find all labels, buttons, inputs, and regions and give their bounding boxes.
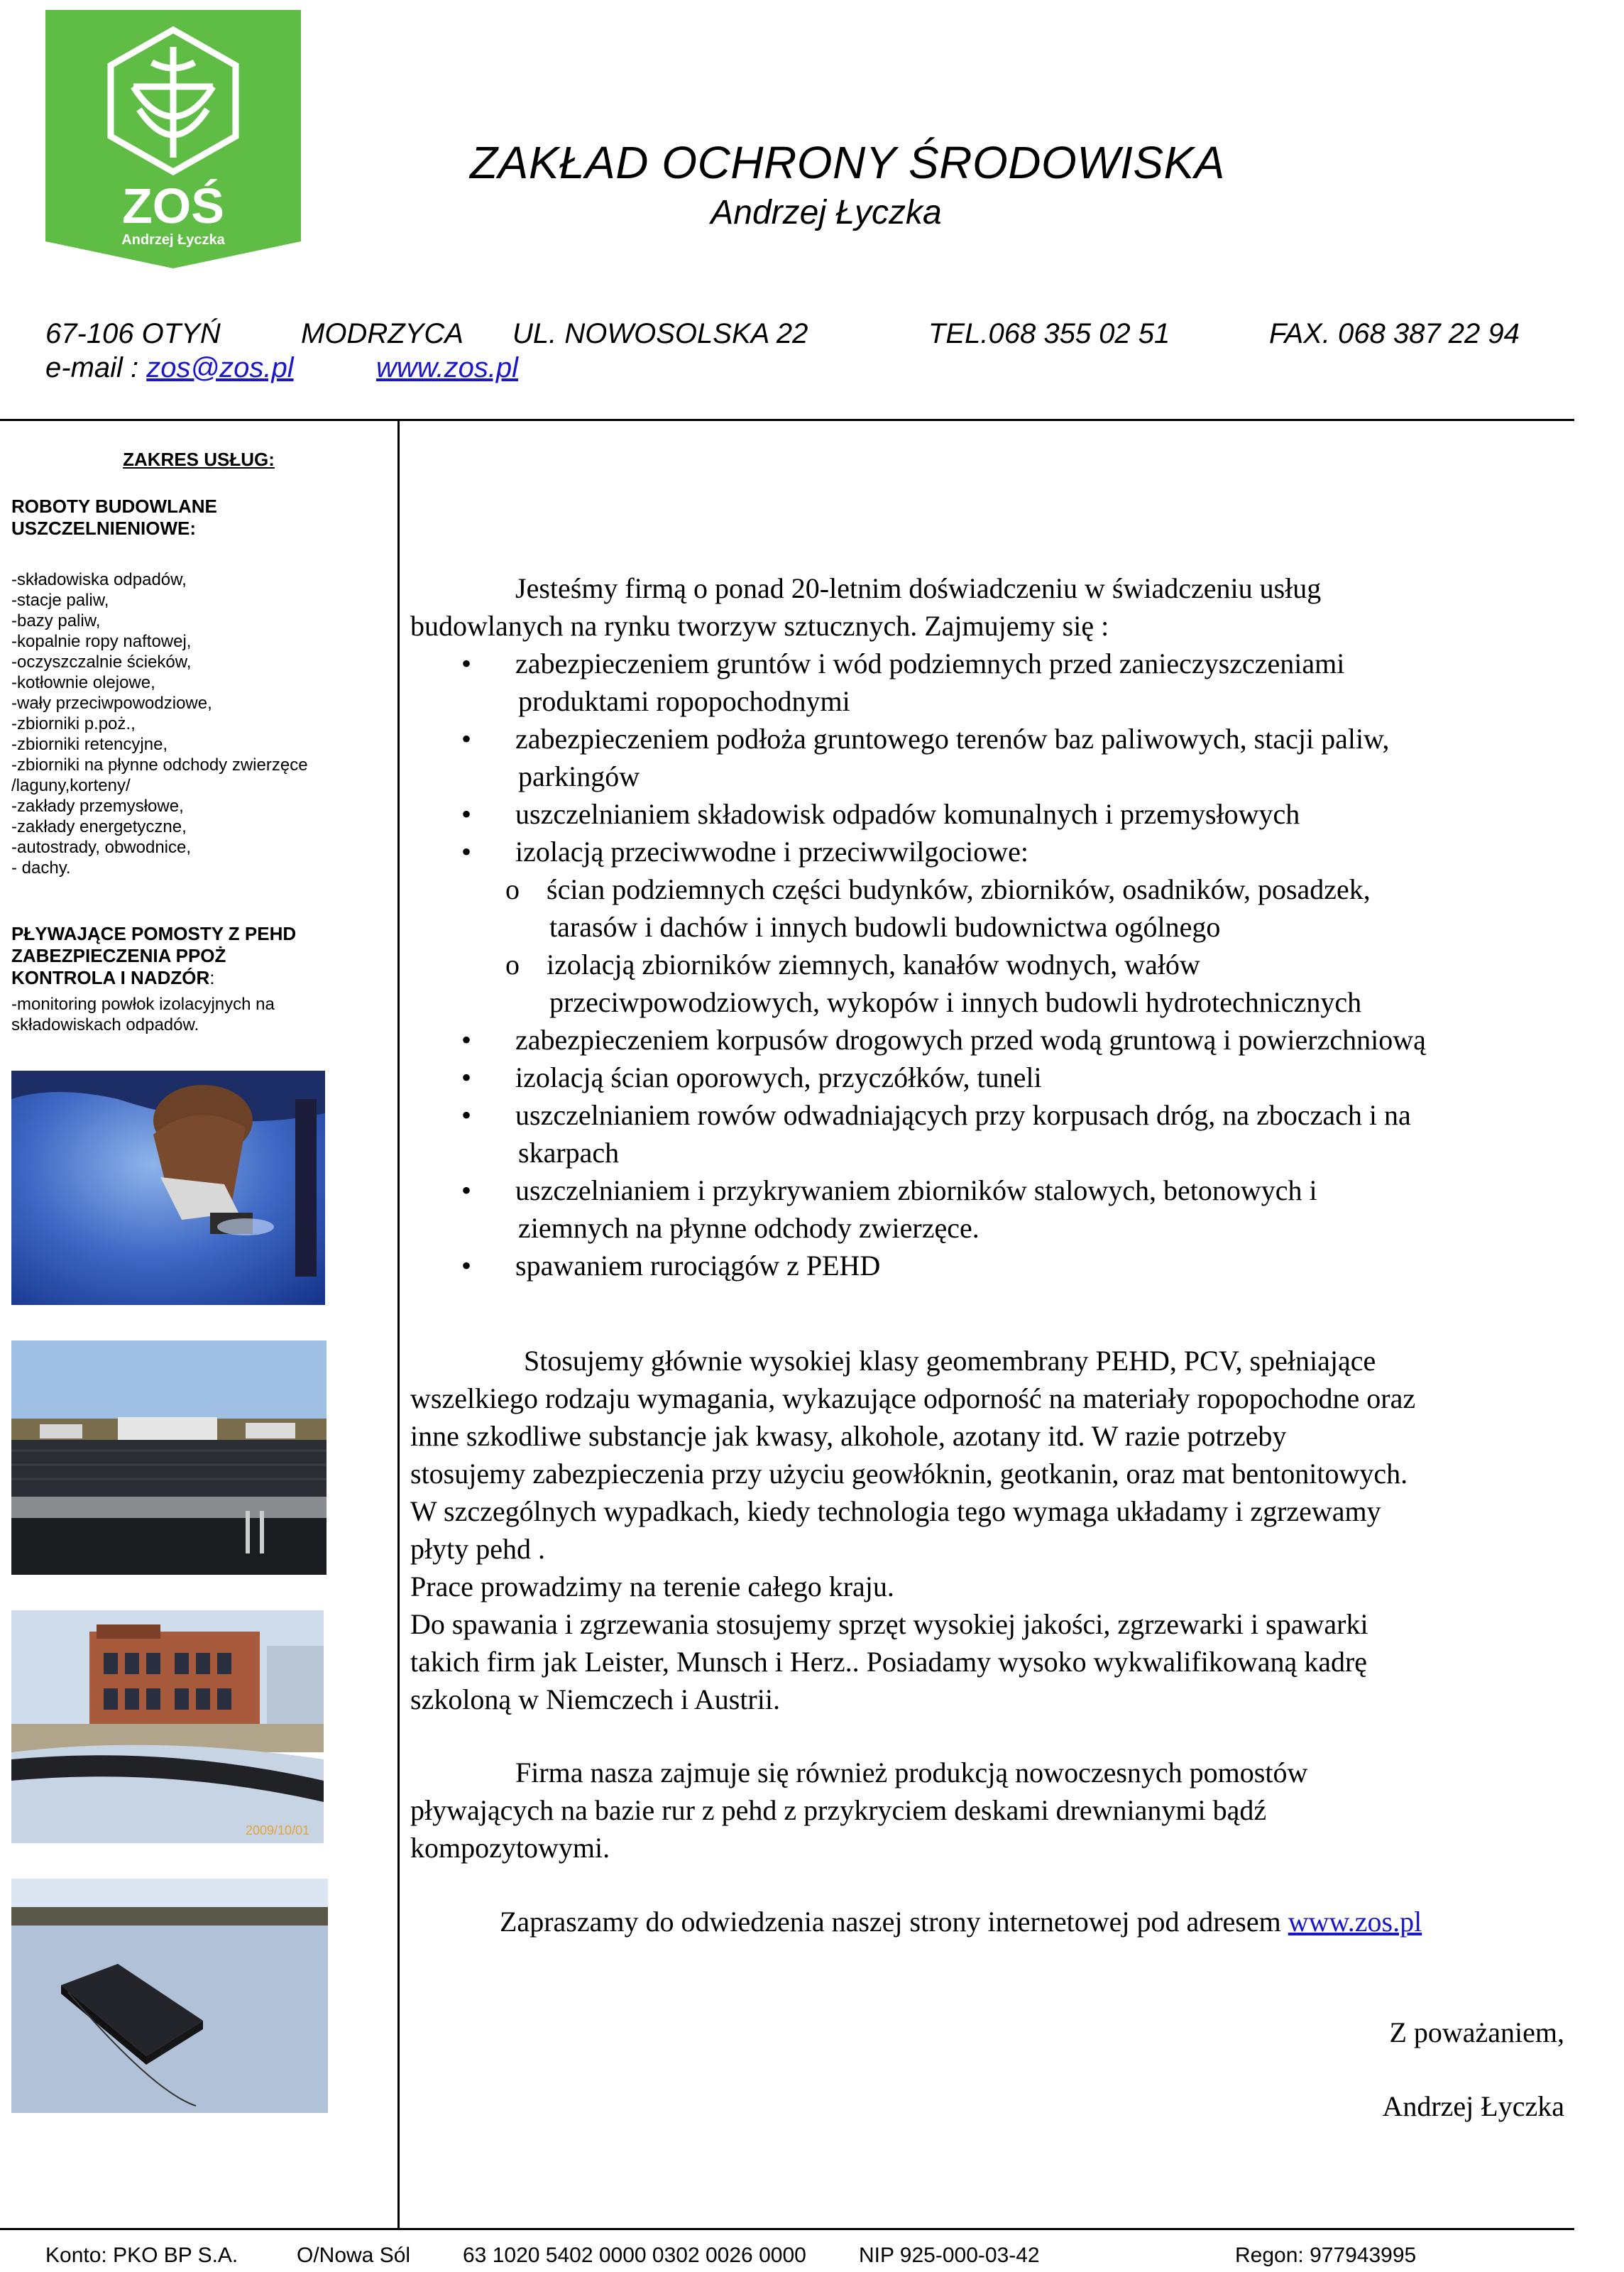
section2-line1: PŁYWAJĄCE POMOSTY Z PEHD — [11, 923, 297, 944]
paragraph-coverage: Prace prowadzimy na terenie całego kraju. — [410, 1571, 894, 1602]
email-link[interactable]: zos@zos.pl — [146, 352, 294, 383]
services-list — [11, 569, 308, 878]
photo-floating-pontoon — [11, 1879, 328, 2113]
fax-number: FAX. 068 387 22 94 — [1269, 318, 1520, 349]
list-item: • zabezpieczeniem podłoża gruntowego terenów baz paliwowych, stacji paliw, parkingów — [410, 720, 1574, 795]
photo-tank-farm — [11, 1340, 327, 1575]
section2-item — [11, 994, 275, 1035]
list-item: -zakłady przemysłowe, — [11, 797, 184, 816]
footer-account: Konto: PKO BP S.A. — [45, 2244, 238, 2267]
postal-address: 67-106 OTYŃ — [45, 318, 221, 349]
village: MODRZYCA — [301, 318, 463, 349]
section1-title-line1: ROBOTY BUDOWLANE — [11, 496, 217, 517]
paragraph-pontoons: Firma nasza zajmuje się również produkcją nowoczesnych pomostów pływających na bazie rur z pehd z przykryciem deskami drewnianymi bądź kompozytowymi. — [410, 1757, 1308, 1864]
photo-brick-building — [11, 1610, 324, 1843]
list-item: -zbiorniki retencyjne, — [11, 735, 168, 754]
signature: Andrzej Łyczka — [1382, 2090, 1564, 2122]
invitation-line — [500, 1903, 1579, 1940]
section2-line2: ZABEZPIECZENIA PPOŻ — [11, 945, 226, 966]
list-item: -zbiorniki na płynne odchody zwierzęce — [11, 755, 308, 775]
logo-text: ZOŚ — [122, 178, 224, 234]
list-item: • zabezpieczeniem gruntów i wód podziemnych przed zanieczyszczeniami produktami ropopochodnymi — [410, 645, 1574, 720]
website-link[interactable]: www.zos.pl — [376, 352, 519, 383]
list-item: -kopalnie ropy naftowej, — [11, 632, 192, 651]
photo-welding-worker — [11, 1071, 325, 1305]
footer-branch: O/Nowa Sól — [297, 2244, 411, 2267]
section2-item-line2: składowiskach odpadów. — [11, 1015, 199, 1034]
footer-divider — [0, 2228, 1574, 2230]
owner-name: Andrzej Łyczka — [710, 194, 942, 231]
list-item: -stacje paliw, — [11, 591, 109, 610]
section1-title — [11, 496, 217, 540]
list-item: -składowiska odpadów, — [11, 570, 187, 589]
list-item: -kotłownie olejowe, — [11, 673, 155, 692]
services-bullets — [410, 645, 1574, 1284]
list-item: -bazy paliw, — [11, 611, 101, 630]
section2-item-line1: -monitoring powłok izolacyjnych na — [11, 995, 275, 1014]
invitation-text: Zapraszamy do odwiedzenia naszej strony internetowej pod adresem — [500, 1906, 1288, 1938]
services-title: ZAKRES USŁUG: — [123, 449, 275, 470]
list-item: -wały przeciwpowodziowe, — [11, 694, 212, 713]
footer-nip: NIP 925-000-03-42 — [859, 2244, 1040, 2267]
main-content — [410, 569, 1574, 1284]
list-item: -oczyszczalnie ścieków, — [11, 652, 192, 672]
list-item: /laguny,korteny/ — [11, 776, 131, 795]
footer-regon: Regon: 977943995 — [1235, 2244, 1417, 2267]
photo-date-stamp: 2009/10/01 — [246, 1823, 310, 1837]
list-item: o ścian podziemnych części budynków, zbiorników, osadników, posadzek, tarasów i dachów i innych budowli budownictwa ogólnego — [410, 870, 1574, 946]
street-address: UL. NOWOSOLSKA 22 — [512, 318, 808, 349]
logo-subtext: Andrzej Łyczka — [121, 232, 225, 248]
list-item: -zbiorniki p.poż., — [11, 714, 136, 733]
footer-account-number: 63 1020 5402 0000 0302 0026 0000 — [463, 2244, 806, 2267]
paragraph-materials: Stosujemy głównie wysokiej klasy geomembrany PEHD, PCV, spełniające wszelkiego rodzaju wymagania, wykazujące odporność na materiały ropopochodne oraz inne szkodliwe substancje jak kwasy, alkohole, azotany itd. W razie potrzeby stosujemy zabezpieczenia przy użyciu geowłóknin, geotkanin, oraz mat bentonitowych. W szczególnych wypadkach, kiedy technologia tego wymaga układamy i zgrzewamy płyty pehd . Prace prowadzimy na terenie całego kraju. Do spawania i zgrzewania stosujemy sprzęt wysokiej jakości, zgrzewarki i spawarki takich firm jak Leister, Munsch i Herz.. Posiadamy wysoko wykwalifikowaną kadrę szkoloną w Niemczech i Austrii. — [410, 1342, 1574, 1718]
column-divider — [397, 419, 400, 2229]
list-item: • izolacją przeciwwodne i przeciwwilgociowe: — [410, 833, 1574, 870]
list-item: • izolacją ścian oporowych, przyczółków, tuneli — [410, 1059, 1574, 1096]
list-item: - dachy. — [11, 858, 71, 878]
section2-line3-suffix: : — [209, 967, 215, 988]
section1-title-line2: USZCZELNIENIOWE: — [11, 518, 196, 539]
email-label: e-mail : — [45, 352, 147, 383]
company-name: ZAKŁAD OCHRONY ŚRODOWISKA — [470, 137, 1225, 188]
list-item: -autostrady, obwodnice, — [11, 838, 192, 857]
list-item: • uszczelnianiem i przykrywaniem zbiorników stalowych, betonowych i ziemnych na płynne odchody zwierzęce. — [410, 1172, 1574, 1247]
website-link-body[interactable]: www.zos.pl — [1288, 1906, 1422, 1938]
list-item: • zabezpieczeniem korpusów drogowych przed wodą gruntową i powierzchniową — [410, 1021, 1574, 1059]
list-item: -zakłady energetyczne, — [11, 817, 187, 836]
list-item: • spawaniem rurociągów z PEHD — [410, 1247, 1574, 1284]
list-item: • uszczelnianiem składowisk odpadów komunalnych i przemysłowych — [410, 795, 1574, 833]
phone-number: TEL.068 355 02 51 — [928, 318, 1170, 349]
intro-line1: Jesteśmy firmą o ponad 20-letnim doświadczeniu w świadczeniu usług — [515, 572, 1322, 604]
section2-line3: KONTROLA I NADZÓR: — [11, 967, 215, 988]
email-line — [45, 352, 294, 384]
closing: Z poważaniem, — [1389, 2016, 1564, 2048]
list-item: o izolacją zbiorników ziemnych, kanałów wodnych, wałów przeciwpowodziowych, wykopów i innych budowli hydrotechnicznych — [410, 946, 1574, 1021]
section2 — [11, 923, 296, 989]
intro-line2: budowlanych na rynku tworzyw sztucznych. Zajmujemy się : — [410, 610, 1109, 642]
header-divider — [0, 419, 1574, 421]
list-item: • uszczelnianiem rowów odwadniających przy korpusach dróg, na zboczach i na skarpach — [410, 1096, 1574, 1172]
